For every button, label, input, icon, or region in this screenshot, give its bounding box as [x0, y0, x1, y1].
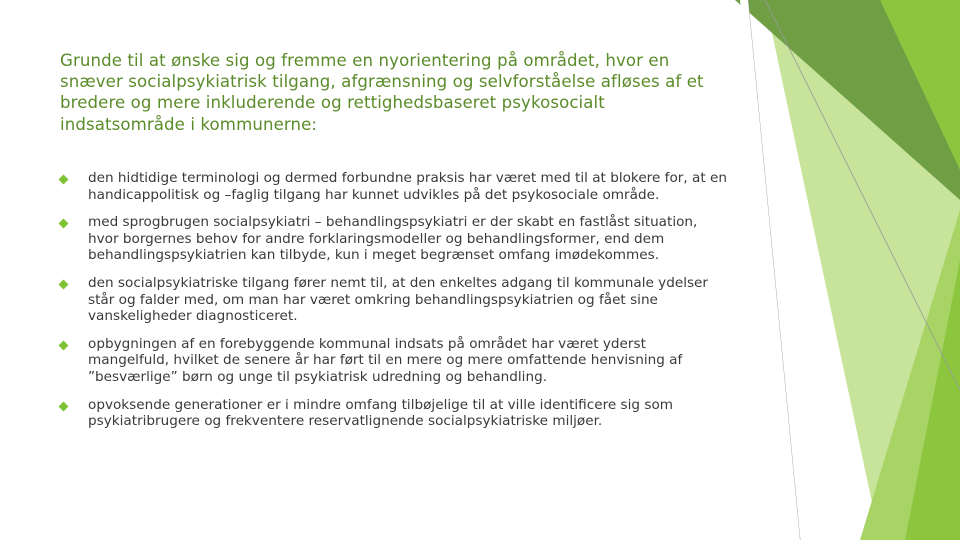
- diamond-bullet-icon: [59, 401, 69, 411]
- bullet-text: den hidtidige terminologi og dermed forbundne praksis har været med til at blokere for, at en handicappolitisk og –faglig tilgang har kunnet udvikles på det psykosociale område.: [88, 170, 727, 203]
- bullet-text: opvoksende generationer er i mindre omfang tilbøjelige til at ville identificere sig som psykiatribrugere og frekventere reservatlignende socialpsykiatriske miljøer.: [88, 396, 674, 430]
- bullet-item: [60, 214, 730, 264]
- bullet-item: [60, 336, 730, 386]
- diamond-bullet-icon: [59, 175, 69, 185]
- bullet-item: [60, 275, 730, 325]
- bullet-list: [60, 170, 730, 441]
- slide-heading: Grunde til at ønske sig og fremme en nyorientering på området, hvor en snæver socialpsykiatrisk tilgang, afgrænsning og selvforståelse afløses af et bredere og mere inkluderende og rettighedsbaseret psykosocialt indsatsområde i kommunerne:: [60, 51, 704, 134]
- bullet-text: opbygningen af en forebyggende kommunal indsats på området har været yderst mangelfuld, hvilket de senere år har ført til en mere og mere omfattende henvisning af ”besværlige” børn og unge til psykiatrisk udredning og behandling.: [88, 335, 683, 385]
- bullet-text: den socialpsykiatriske tilgang fører nemt til, at den enkeltes adgang til kommunale ydelser står og falder med, om man har været omkring behandlingspsykiatrien og fået sine vanskeligheder diagnosticeret.: [88, 274, 709, 325]
- bullet-text: med sprogbrugen socialpsykiatri – behandlingspsykiatri er der skabt en fastlåst situation, hvor borgernes behov for andre forklaringsmodeller og behandlingsformer, end dem behandlingspsykiatrien kan tilbyde, kun i meget begrænset omfang imødekommes.: [88, 214, 698, 264]
- diamond-bullet-icon: [59, 340, 69, 350]
- diamond-bullet-icon: [59, 280, 69, 290]
- diamond-bullet-icon: [59, 219, 69, 229]
- bullet-item: [60, 397, 730, 430]
- bullet-item: [60, 170, 730, 203]
